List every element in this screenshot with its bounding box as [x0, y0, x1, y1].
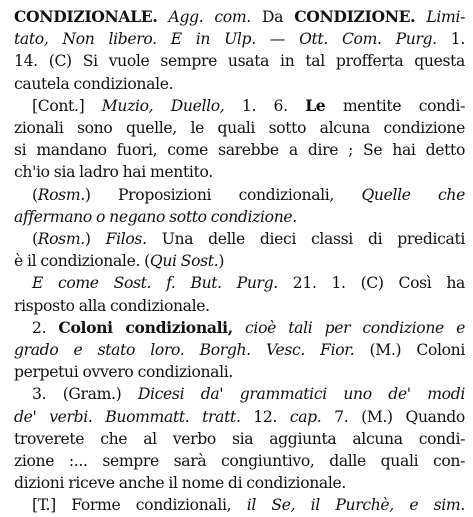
entry-line-21: zione :... sempre sarà congiuntivo, dalle quali con- — [14, 452, 465, 471]
entry-line-4: cautela condizionale. — [14, 74, 174, 93]
entry-line-13: E come Sost. f. But. Purg. 21. 1. (C) Così ha — [32, 274, 465, 293]
entry-line-9: (Rosm.) Proposizioni condizionali, Quelle che — [32, 185, 465, 204]
entry-line-12: è il condizionale. (Qui Sost.) — [14, 252, 225, 271]
entry-line-20: troverete che al verbo sia aggiunta alcuna condi- — [14, 429, 465, 448]
entry-line-7: si mandano fuori, come sarebbe a dire ; Se hai detto — [14, 141, 465, 160]
entry-line-8: ch'io sia ladro hai mentito. — [14, 163, 213, 182]
entry-line-15: 2. Coloni condizionali, cioè tali per condizione e — [32, 317, 465, 337]
entry-line-17: perpetui ovvero condizionali. — [14, 363, 234, 382]
entry-line-19: de' verbi. Buommatt. tratt. 12. cap. 7. (M.) Quando — [14, 407, 465, 426]
entry-line-10: affermano o negano sotto condizione. — [14, 207, 297, 226]
entry-line-14: risposto alla condizionale. — [14, 296, 210, 315]
entry-line-5: [Cont.] Muzio, Duello, 1. 6. Le mentite condi- — [32, 95, 465, 115]
entry-line-23: [T.] Forme condizionali, il Se, il Purchè, e sim. — [32, 496, 465, 515]
entry-line-3: 14. (C) Si vuole sempre usata in tal profferta questa — [14, 52, 465, 71]
entry-line-2: tato, Non libero. E in Ulp. — Ott. Com. Purg. 1. — [14, 30, 465, 49]
entry-line-16: grado e stato loro. Borgh. Vesc. Fior. (M.) Coloni — [14, 341, 465, 360]
entry-line-11: (Rosm.) Filos. Una delle dieci classi di predicati — [32, 230, 465, 249]
entry-line-6: zionali sono quelle, le quali sotto alcuna condizione — [14, 119, 465, 138]
entry-line-22: dizioni riceve anche il nome di condizionale. — [14, 474, 346, 493]
entry-line-1: CONDIZIONALE. Agg. com. Da CONDIZIONE. Limi- — [14, 7, 465, 26]
entry-line-18: 3. (Gram.) Dicesi da' grammatici uno de' modi — [32, 385, 465, 404]
